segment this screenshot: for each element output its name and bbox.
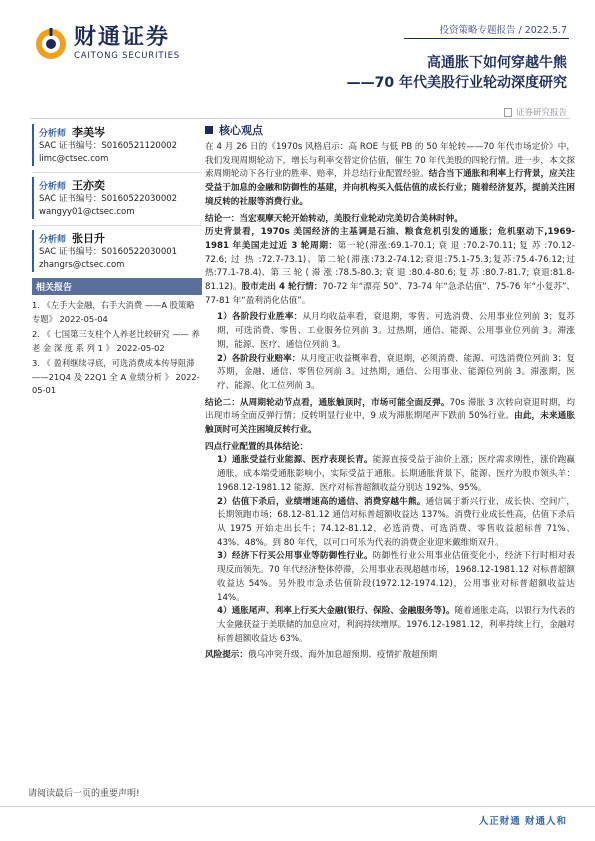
logo-english-name: CAITONG SECURITIES (74, 51, 180, 61)
point-body: 从月度正收益概率看，衰退期，必须消费、能源、可选消费位列前 3；复苏期，金融、通信、零售位列前 3。过热期，通信、公用事业、能源位列前 3。滞涨期，医疗、能源、化工位列前 3。 (217, 353, 575, 391)
main-content (205, 120, 575, 663)
section-header (205, 122, 575, 138)
allocation-point (205, 550, 575, 605)
analyst-card (32, 124, 202, 166)
analyst-email[interactable]: limc@ctsec.com (39, 154, 109, 164)
disclaimer-link[interactable]: 请阅读最后一页的重要声明! (28, 789, 140, 799)
point-heading: 4）通胀尾声、利率上行买大金融(银行、保险、金融服务等)。 (217, 606, 455, 617)
allocation-point (205, 605, 575, 646)
analyst-email[interactable]: wangyy01@ctsec.com (39, 207, 135, 217)
page-header (0, 0, 595, 118)
conclusion-one-heading: 结论一：当宏观摩天轮开始转动，美股行业轮动完美切合美林时钟。 (205, 213, 463, 224)
caitong-logo (34, 26, 180, 61)
point-heading: 1）各阶段行业胜率： (217, 312, 303, 323)
analyst-sac: SAC 证书编号：S0160521120002 (39, 141, 178, 151)
point-heading: 2）各阶段行业赔率： (217, 353, 301, 364)
risk-heading: 风险提示： (205, 650, 248, 661)
conclusion-one-market: 70-72 年“漂亮 50”、73-74 年“急杀估值”、75-76 年“小复苏”、77-81 年“盈利消化估值”。 (205, 282, 575, 306)
report-kind-label: 证券研究报告 (515, 108, 567, 118)
header-rule (404, 38, 569, 39)
footer-rule (0, 806, 595, 807)
related-reports-list (32, 299, 202, 398)
analyst-tag: 分析师 (39, 235, 67, 245)
point-body: 通信属于新兴行业，成长快、空间广，长期领跑市场；68.12-81.12 通信对标普超额收益达 137%。消费行业成长性高，估值下杀后从 1975 开始走出长牛；74.12-81.12，必选消费、可选消费、零售收益超标普 71%、43%、48%。到 80 年代，以可口可乐为代表的消费企业迎来戴维斯双升。 (217, 496, 575, 548)
conclusion-one-point (205, 353, 575, 394)
conclusion-one-market-lead: 股市走出 4 轮行情： (241, 282, 323, 293)
point-heading: 3）经济下行买公用事业等防御性行业。 (217, 551, 373, 562)
sidebar-divider (32, 225, 202, 226)
conclusion-two-body: 70s 滞胀 3 次转向衰退时期，均出现市场全面反弹行情；反转明显行业中，9 成为滞胀期尾声下跌前 50%行业。 (205, 397, 575, 422)
point-heading: 2）估值下杀后，业绩增速高的通信、消费穿越牛熊。 (217, 496, 426, 507)
summary-emphasis: 结合当下通胀和利率上行背景，应关注受益于加息的金融和防御性的基建，并向机构买入低估值的成长行业；随着经济复苏，提前关注困境反转的社服等消费行业。 (205, 169, 575, 207)
conclusion-one-point (205, 311, 575, 352)
section-marker-icon (205, 126, 213, 134)
conclusion-one-cycles: 第一轮(滞涨:69.1-70.1; 衰 退 :70.2-70.11; 复 苏 :70.12-72.6; 过 热 :72.7-73.1)、第二轮(滞涨:73.2-74.12;衰退:75.1-75.3;复苏:75.4-76.12;过热:77.1-78.4)、第 三 轮 ( 滞 涨 :78.5-80.3; 衰 退 :80.4-80.6; 复 苏 :80.7-81.7; 衰退:81.8-81.12)。 (205, 240, 575, 293)
point-heading: 1）通胀受益行业能源、医疗表现长青。 (217, 455, 373, 466)
summary-text: 在 4 月 26 日的《1970s 风格启示：高 ROE 与低 PB 的 50 年轮转——70 年代市场定价》中，我们发现周期轮动下，增长与利率交替定价估值，催生 70 年代美股的四轮行情。进一步，本文探索周期轮动下各行业的胜率、赔率，并总结行业配置经验。 (205, 142, 575, 180)
analyst-card (32, 230, 202, 272)
header-divider (30, 118, 570, 119)
related-report-link[interactable]: 3. 《 盈利继续寻底，可选消费成本传导阻滞 ——21Q4 及 22Q1 全 A 业绩分析 》 2022-05-01 (32, 358, 200, 395)
analyst-card (32, 177, 202, 219)
conclusion-two-emphasis: 由此，未来通胀触顶时可关注困境反转行业。 (205, 411, 575, 436)
sidebar (32, 120, 202, 400)
conclusion-one-lead: 历史背景看，1970s 美国经济的主基调是石油、粮食危机引发的通胀；危机驱动下,1969-1981 年美国走过近 3 轮周期： (205, 227, 575, 251)
allocation-point (205, 454, 575, 495)
analyst-name: 王亦奕 (72, 179, 106, 192)
page-footer (0, 780, 595, 841)
conclusion-one-body (205, 226, 575, 308)
conclusion-two (205, 397, 575, 438)
related-reports-title: 相关报告 (32, 278, 202, 295)
point-body: 能源直接受益于油价上涨；医疗需求刚性，涨价跑赢通胀，成本端受通胀影响小，实际受益于通胀。长期通胀背景下，能源、医疗为股市领头羊：1968.12-1981.12 能源、医疗对标普超额收益分别达 192%、95%。 (217, 455, 575, 493)
point-body: 防御性行业公用事业估值变化小，经济下行时相对表现反而领先。70 年代经济整体停滞，公用事业表现超越市场，1968.12-1981.12 对标普超额收益达 54%。另外股市急杀估值阶段(1972.12-1974.12)，公用事业对标普超额收益达 14%。 (217, 551, 575, 603)
logo-chinese-name: 财通证券 (74, 25, 171, 50)
report-title: 高通胀下如何穿越牛熊 (427, 55, 567, 71)
summary-paragraph (205, 141, 575, 210)
risk-warning (205, 649, 575, 663)
related-report-link[interactable]: 2. 《 七国第三支柱个人养老比较研究 —— 养 老 金 深 度 系 列 1 》 2022-05-02 (32, 329, 200, 353)
point-body: 随着通胀走高，以银行为代表的大金融获益于美联储的加息应对，利润持续增厚。1976.12-1981.12，利率持续上行，金融对标普超额收益达 63%。 (217, 606, 575, 644)
analyst-tag: 分析师 (39, 129, 67, 139)
report-kind (504, 106, 567, 118)
analyst-email[interactable]: zhangrs@ctsec.com (39, 260, 125, 270)
document-icon (504, 108, 512, 117)
allocation-point (205, 496, 575, 551)
conclusion-three-heading: 四点行业配置的具体结论： (205, 441, 309, 452)
analyst-name: 张日升 (72, 232, 106, 245)
analyst-sac: SAC 证书编号：S0160522030001 (39, 247, 178, 257)
analyst-tag: 分析师 (39, 182, 67, 192)
related-report-link[interactable]: 1. 《左手大金融，右手大消费 ——A 股策略专题》 2022-05-04 (32, 300, 195, 324)
conclusion-two-heading: 结论二：从周期轮动节点看，通胀触顶时，市场可能全面反弹。 (205, 397, 450, 408)
analyst-name: 李美岑 (72, 126, 106, 139)
risk-body: 俄乌冲突升级、海外加息超预期、疫情扩散超预期 (247, 650, 438, 661)
footer-slogan: 人正财通 财通人和 (478, 816, 567, 827)
report-type-date: 投资策略专题报告 / 2022.5.7 (439, 25, 567, 36)
section-title: 核心观点 (219, 124, 263, 137)
sidebar-divider (32, 172, 202, 173)
analyst-sac: SAC 证书编号：S0160522030002 (39, 194, 178, 204)
point-body: 从月均收益率看，衰退期，零售、可选消费、公用事业位列前 3；复苏期，可选消费、零售、工业服务位列前 3。过热期，通信、能源、公用事业位列前 3。滞涨期，能源、医疗、通信位列前 3。 (217, 312, 576, 350)
caitong-logo-mark-icon (34, 27, 68, 61)
report-subtitle: ——70 年代美股行业轮动深度研究 (346, 75, 567, 91)
